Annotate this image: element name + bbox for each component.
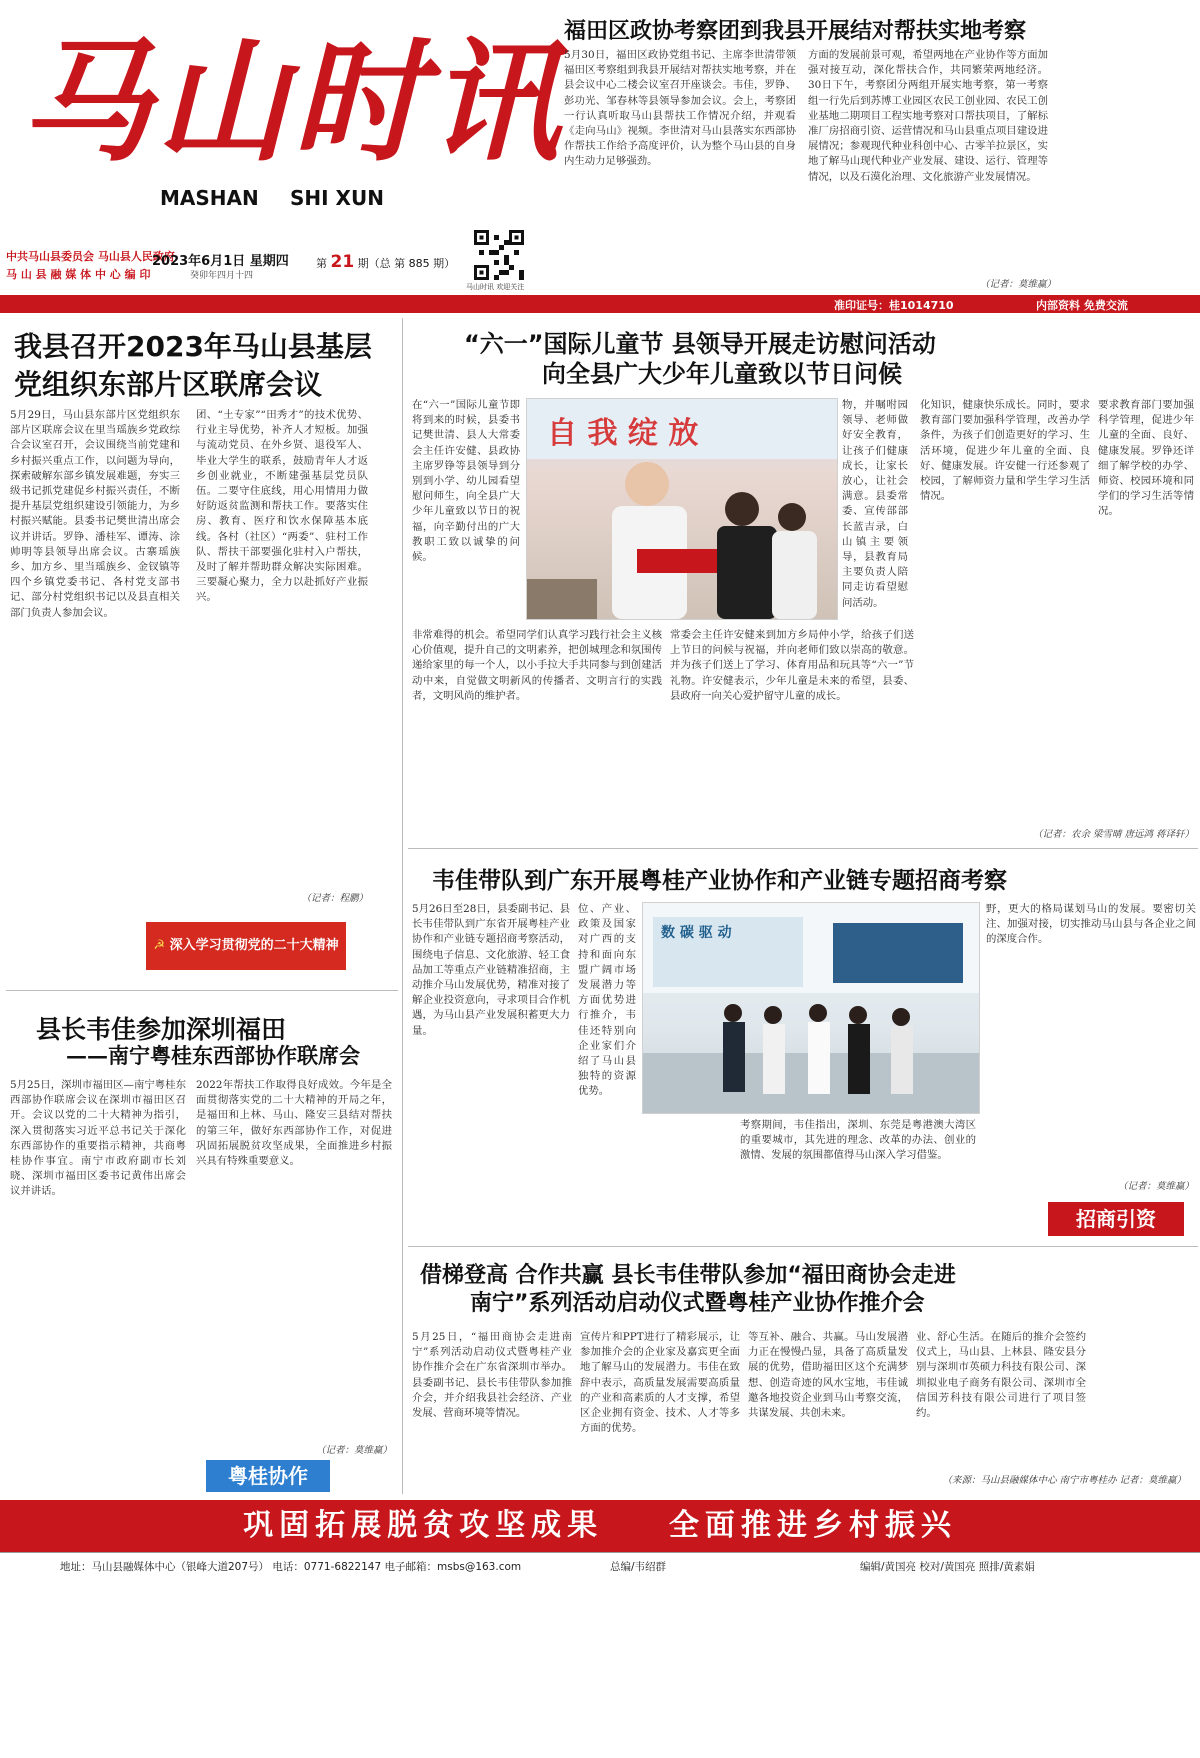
byline: （记者：莫维赢） <box>979 279 1056 290</box>
byline: （记者：莫维赢） <box>315 1445 392 1456</box>
article-party-meeting <box>6 318 376 982</box>
article-column: 物，并嘱咐园领导、老师做好安全教育，让孩子们健康成长，让家长放心，让社会满意。县委常委、宣传部部长蓝吉录，白山镇主要领导，县教育局主要负责人陪同走访看望慰问活动。 <box>842 399 908 608</box>
byline: （记者：程鹏） <box>301 893 368 904</box>
article-column: 非常难得的机会。希望同学们认真学习践行社会主义核心价值观，提升自己的文明素养，把创城理念和氛围传递给家里的每一个人，以小手拉大手共同参与到创建活动中来，自觉做文明新风的传播者、文明言行的实践者，文明风尚的维护者。 <box>412 629 662 702</box>
headline-line-2: 向全县广大少年儿童致以节日问候 <box>542 360 902 388</box>
article-column: 在“六一”国际儿童节即将到来的时候，县委书记樊世清、县人大常委会主任许安健、县政协主席罗铮等县领导到分别到小学、幼儿园看望慰问师生，向全县广大少年儿童致以节日的祝福，向辛勤付出的广大教职工致以诚挚的问候。 <box>412 399 520 564</box>
publisher-line-2: 马 山 县 融 媒 体 中 心 编 印 <box>6 268 151 281</box>
lunar-date: 癸卯年四月十四 <box>190 271 254 281</box>
investment-tour-photo <box>642 902 980 1114</box>
investment-badge: 招商引资 <box>1048 1202 1184 1236</box>
headline: 福田区政协考察团到我县开展结对帮扶实地考察 <box>564 19 1027 44</box>
issue-number: 21 <box>330 252 355 272</box>
masthead-title: 马山时讯 <box>20 25 564 180</box>
article-guangdong-investment <box>408 852 1200 1242</box>
headline-line-2: 南宁”系列活动启动仪式暨粤桂产业协作推介会 <box>470 1291 925 1316</box>
qr-caption: 马山时讯 欢迎关注 <box>466 283 525 291</box>
footer-editor-in-chief: 总编/韦绍群 <box>610 1561 667 1573</box>
issue-date: 2023年6月1日 星期四 <box>152 254 289 269</box>
section-divider <box>408 1246 1198 1247</box>
study-banner <box>146 922 346 970</box>
byline: （记者：农余 梁雪晴 唐远鸿 蒋译轩） <box>1032 829 1194 840</box>
publisher-line-1: 中共马山县委员会 马山县人民政府 <box>6 250 175 263</box>
article-column: 2022年帮扶工作取得良好成效。今年是全面贯彻落实党的二十大精神的开局之年，是福田和上林、马山、隆安三县结对帮扶的第三年，做好东西部协作工作，对促进巩固拓展脱贫攻坚成果，全面推进乡村振兴具有特殊重要意义。 <box>196 1079 392 1168</box>
article-column: 常委会主任许安健来到加方乡局仲小学，给孩子们送上节日的问候与祝福，并向老师们致以崇高的敬意。并为孩子们送上了学习、体育用品和玩具等“六一”节礼物。许安健表示，少年儿童是未来的希望，县委、县政府一向关心爱护留守儿童的成长。 <box>670 629 914 702</box>
article-futian-chamber <box>408 1250 1200 1494</box>
svg-text:自 我 绽 放: 自 我 绽 放 <box>547 416 699 451</box>
issue-number-line <box>316 252 455 272</box>
article-column: 野，更大的格局谋划马山的发展。要密切关注、加强对接，切实推动马山县与各企业之间的深度合作。 <box>986 903 1196 946</box>
slogan-banner <box>0 1500 1200 1552</box>
footer-staff: 编辑/黄国亮 校对/黄国亮 照排/黄素娟 <box>860 1561 1035 1573</box>
article-column: 5月25日，“福田商协会走进南宁”系列活动启动仪式暨粤桂产业协作推介会在广东省深圳市举办。县委副书记、县长韦佳带队参加推介会，并介绍我县社会经济、产业发展、营商环境等情况。 <box>412 1331 572 1420</box>
childrens-day-photo <box>526 398 838 620</box>
article-column: 团、“土专家”“田秀才”的技术优势、行业主导优势，补齐人才短板。加强与流动党员、在外乡贤、退役军人、毕业大学生的联系，鼓励青年人才返乡创业就业，不断建强基层党员队伍。二要守住底线，用心用情用力做好防返贫监测和帮扶工作。要落实住房、教育、医疗和饮水保障基本底线。各村（社区）“两委”、驻村工作队、帮扶干部要强化驻村入户帮扶，及时了解并帮助群众解决实际困难。三要凝心聚力，全力以赴抓好产业振兴。 <box>196 409 368 604</box>
article-column: 5月30日，福田区政协党组书记、主席李世清带领福田区考察组到我县开展结对帮扶实地考察，并在县会议中心二楼会议室召开座谈会。韦佳，罗铮、彭功光、邹春林等县领导参加会议。会上，考察团一行认真听取马山县帮扶工作情况介绍，并观看《走向马山》视频。李世清对马山县落实东西部协作帮扶工作给予高度评价，认为整个马山县的自身内生动力足够强劲。 <box>564 49 796 168</box>
byline: （记者：莫维赢） <box>1117 1181 1194 1192</box>
article-column: 5月25日，深圳市福田区—南宁粤桂东西部协作联席会议在深圳市福田区召开。会议以党的二十大精神为指引，深入贯彻落实习近平总书记关于深化东西部协作的重要指示精神，共商粤桂协作事宜。南宁市政府副市长刘晓、深圳市福田区委书记黄伟出席会议并讲话。 <box>10 1079 186 1198</box>
headline: 韦佳带队到广东开展粤桂产业协作和产业链专题招商考察 <box>432 868 1007 894</box>
article-shenzhen-meeting <box>6 1000 398 1494</box>
qr-code <box>474 230 524 280</box>
headline-line-1: “六一”国际儿童节 县领导开展走访慰问活动 <box>464 330 936 358</box>
headline-text: 我县召开2023年马山县基层党组织东部片区联席会议 <box>14 330 372 401</box>
article-column: 方面的发展前景可观，希望两地在产业协作等方面加强对接互动，深化帮扶合作，共同繁荣两地经济。30日下午，考察团分两组开展实地考察，第一考察组一行先后到苏博工业园区农民工创业园、农民工创业基地二期项目工程实地考察对口帮扶项目，了解标准厂房招商引资、运营情况和马山县重点项目建设进展情况；参观现代种业科创中心、古零羊拉景区，实地了解马山现代种业产业发展、建设、运行、管理等情况，以及石漠化治理、文化旅游产业发展情况。 <box>808 49 1048 183</box>
section-divider <box>408 848 1198 849</box>
masthead-en-left: MASHAN <box>160 186 259 210</box>
section-divider <box>6 990 398 991</box>
article-column: 考察期间，韦佳指出，深圳、东莞是粤港澳大湾区的重要城市，其先进的理念、改革的办法、创业的激情、发展的氛围都值得马山深入学习借鉴。 <box>740 1119 976 1162</box>
svg-text:数 碳 驱 动: 数 碳 驱 动 <box>661 925 732 941</box>
article-column: 等互补、融合、共赢。马山发展潜力正在慢慢凸显，具备了高质量发展的优势，借助福田区这个充满梦想、创造奇迹的风水宝地，韦佳诚邀各地投资企业到马山考察交流，共谋发展、共创未来。 <box>748 1331 908 1420</box>
page-margin <box>0 1580 1200 1758</box>
issue-prefix: 第 <box>316 257 327 270</box>
article-column: 化知识，健康快乐成长。同时，要求教育部门要加强科学管理，改善办学条件，为孩子们创造更好的学习、生活环境，促进少年儿童的全面、良好、健康发展。许安健一行还参观了校园，了解师资力量和学生学习生活情况。 <box>920 399 1090 503</box>
byline: （来源：马山县融媒体中心 南宁市粤桂办 记者：莫维赢） <box>942 1475 1186 1486</box>
headline-line-2: ——南宁粤桂东西部协作联席会 <box>66 1043 360 1068</box>
article-column: 要求教育部门要加强科学管理，促进少年儿童的全面、良好、健康发展。罗铮还详细了解学校的办学、师资、校园环境和同学们的学习生活等情况。 <box>1098 399 1194 518</box>
issue-total: 期（总 第 885 期） <box>357 257 456 270</box>
slogan-text: 巩固拓展脱贫攻坚成果 全面推进乡村振兴 <box>243 1508 957 1543</box>
masthead-en-right: SHI XUN <box>290 186 384 210</box>
article-column: 5月26日至28日，县委副书记、县长韦佳带队到广东省开展粤桂产业协作和产业链专题招商考察活动，围绕电子信息、文化旅游、轻工食品加工等重点产业链精准招商，主动推介马山发展优势，精准对接了解企业投资意向，寻求项目合作机遇，为马山县产业发展积蓄更大力量。 <box>412 903 570 1037</box>
footer <box>0 1552 1200 1579</box>
permit-bar <box>0 295 1200 313</box>
headline <box>14 328 374 404</box>
footer-address: 地址：马山县融媒体中心（银峰大道207号） 电话：0771-6822147 电子邮箱：msbs@163.com <box>60 1561 522 1573</box>
internal-notice: 内部资料 免费交流 <box>1036 299 1128 312</box>
article-childrens-day <box>408 318 1200 848</box>
headline-line-1: 借梯登高 合作共赢 县长韦佳带队参加“福田商协会走进 <box>420 1263 956 1288</box>
article-column: 位、产业、政策及国家对广西的支持和面向东盟广阔市场发展潜力等方面优势进行推介，韦佳还特别向企业家们介绍了马山县独特的资源优势。 <box>578 903 636 1098</box>
column-divider <box>402 318 403 1494</box>
article-foodie-inspection <box>560 8 1196 292</box>
article-column: 5月29日，马山县东部片区党组织东部片区联席会议在里当瑶族乡党政综合会议室召开，会议围绕当前党建和乡村振兴重点工作，以问题为导向，探索破解东部乡镇发展难题，夯实三级书记抓党建促乡村振兴责任，不断提升基层党组织建设引领能力，为乡村振兴赋能。县委书记樊世清出席会议并讲话。罗铮、潘桂军、谭涛、涂帅明等县领导出席会议。古寨瑶族乡、加方乡、里当瑶族乡、金钗镇等四个乡镇党委书记、各村党支部书记、部分村党组织书记以及县直相关部门负责人参加会议。 <box>10 409 180 619</box>
article-column: 业、舒心生活。在随后的推介会签约仪式上，马山县、上林县、隆安县分别与深圳市英硕力科技有限公司、深圳拟业电子商务有限公司、深圳市全信国芳科技有限公司进行了项目签约。 <box>916 1331 1086 1420</box>
party-emblem-icon: ☭ <box>153 938 170 953</box>
cooperation-badge: 粤桂协作 <box>206 1460 330 1492</box>
headline-line-1: 县长韦佳参加深圳福田 <box>36 1015 287 1044</box>
banner-text: 深入学习贯彻党的二十大精神 <box>169 938 339 953</box>
article-column: 宣传片和PPT进行了精彩展示，让参加推介会的企业家及嘉宾更全面地了解马山的发展潜力。韦佳在致辞中表示，高质量发展需要高质量的产业和高素质的人才支撑，希望区企业拥有资金、技术、人才等多方面的优势。 <box>580 1331 740 1435</box>
masthead <box>0 0 640 300</box>
permit-number: 准印证号：桂1014710 <box>834 299 954 312</box>
